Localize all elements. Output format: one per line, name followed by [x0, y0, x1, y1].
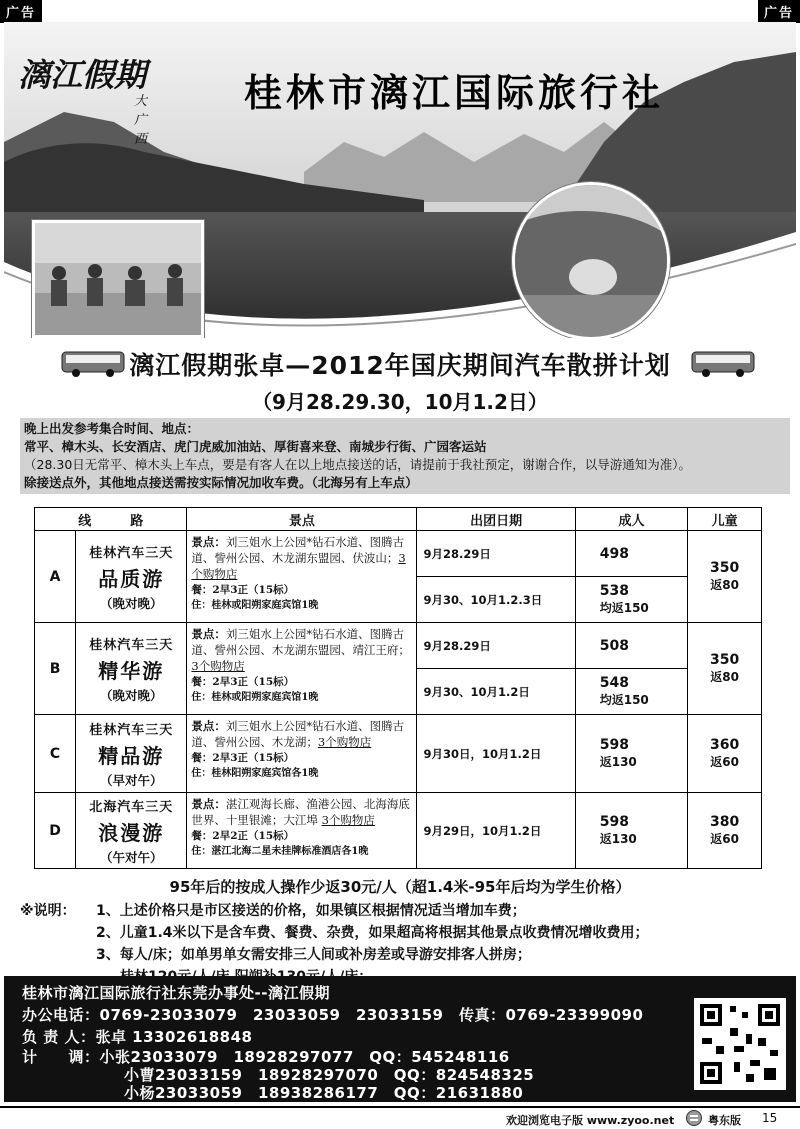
pickup-info-box [20, 418, 790, 494]
note-line: 1、上述价格只是市区接送的价格，如果镇区根据情况适当增加车费； [96, 903, 526, 919]
route-note: （午对午） [99, 849, 163, 865]
route-line-cell [76, 793, 187, 869]
route-code: B [35, 623, 76, 715]
ad-tag-right: 广告 [758, 0, 800, 23]
logo-main-text: 漓江假期 [18, 56, 147, 94]
routes-table [34, 507, 762, 869]
page-number: 15 [762, 1111, 778, 1125]
adult-price-cell [575, 793, 688, 869]
meal-text: 餐：2早3正（15标） [191, 676, 295, 688]
child-price-cell [688, 623, 762, 715]
spots-text: 刘三姐水上公园*钻石水道、图腾古道、訾州公园、木龙湖东盟园、靖江王府； [191, 627, 410, 657]
route-note: （早对午） [99, 772, 163, 788]
child-price: 350 [710, 652, 740, 668]
departure-date: 9月30日，10月1.2日 [417, 715, 575, 793]
meal-text: 餐：2早3正（15标） [191, 584, 295, 596]
stay-text: 住：桂林或阳朔家庭宾馆1晚 [191, 692, 319, 703]
adult-price: 598 [599, 737, 629, 753]
plan-headline: 漓江假期张卓—2012年国庆期间汽车散拼计划 [129, 351, 671, 380]
manager-contact: 负 责 人：张卓 13302618848 [22, 1028, 253, 1046]
dance-photo [32, 220, 204, 338]
adult-rebate: 均返150 [599, 601, 649, 615]
staff-contact: 计 调：小张23033079 18928297077 QQ：545248116 [22, 1048, 510, 1066]
adult-price-cell [575, 577, 688, 623]
meal-text: 餐：2早2正（15标） [191, 830, 295, 842]
shops-text: 3个购物店 [321, 813, 375, 827]
elephant-trunk-hill-photo [512, 182, 670, 338]
header-child: 儿童 [688, 508, 762, 531]
pickup-line: 常平、樟木头、长安酒店、虎门虎威加油站、厚街喜来登、南城步行街、广园客运站 [24, 439, 487, 454]
logo-sub-text: 大广西 [134, 94, 148, 147]
office-name: 桂林市漓江国际旅行社东莞办事处--漓江假期 [22, 984, 330, 1002]
header-spots: 景点 [187, 508, 417, 531]
table-row [35, 531, 762, 577]
student-price-note: 95年后的按成人操作少返30元/人（超1.4米-95年后均为学生价格） [169, 878, 631, 896]
page-footer [0, 1106, 800, 1128]
company-title: 桂林市漓江国际旅行社 [244, 71, 665, 115]
staff-contact: 小曹23033159 18928297070 QQ：824548325 [124, 1066, 535, 1084]
footer-site-text: 欢迎浏览电子版 www.zyoo.net [506, 1114, 675, 1127]
route-code: C [35, 715, 76, 793]
ad-tag-left: 广告 [0, 0, 42, 23]
departure-date: 9月29日，10月1.2日 [417, 793, 575, 869]
table-header-row [35, 508, 762, 531]
route-name: 精华游 [98, 658, 165, 683]
departure-date: 9月28.29日 [417, 531, 575, 577]
pickup-line: （28.30日无常平、樟木头上车点，要是有客人在以上地点接送的话，请提前于我社预定，谢谢合作，以导游通知为准）。 [24, 457, 692, 472]
spots-label: 景点： [191, 719, 226, 733]
child-price-cell [688, 793, 762, 869]
staff-contact: 小杨23033059 18938286177 QQ：21631880 [124, 1084, 524, 1102]
route-note: （晚对晚） [99, 595, 163, 611]
route-sub: 桂林汽车三天 [89, 637, 174, 653]
spots-text: 刘三姐水上公园*钻石水道、图腾古道、訾州公园、木龙湖； [191, 719, 405, 749]
route-line-cell [76, 623, 187, 715]
adult-price: 498 [575, 531, 688, 577]
logo-badge-icon [686, 1110, 702, 1126]
child-price: 350 [710, 560, 740, 576]
contact-panel [4, 976, 796, 1102]
header-adult: 成人 [575, 508, 688, 531]
footer-divider [0, 1106, 800, 1108]
notes-label: ※说明： [20, 903, 76, 919]
note-line: 2、儿童1.4米以下是含车费、餐费、杂费，如果超高将根据其他景点收费情况增收费用； [96, 925, 649, 941]
pickup-line: 除接送点外，其他地点接送需按实际情况加收车费。（北海另有上车点） [24, 475, 418, 490]
adult-price: 548 [599, 675, 629, 691]
stay-text: 住：桂林阳朔家庭宾馆各1晚 [191, 768, 319, 779]
route-line-cell [76, 531, 187, 623]
route-spots [187, 793, 417, 869]
child-price: 360 [710, 737, 740, 753]
adult-price: 538 [599, 583, 629, 599]
meal-text: 餐：2早3正（15标） [191, 752, 295, 764]
route-sub: 桂林汽车三天 [89, 545, 174, 561]
header-dates: 出团日期 [417, 508, 575, 531]
brand-logo [18, 50, 148, 147]
child-rebate: 返80 [710, 578, 739, 592]
stay-text: 住：湛江北海二星未挂牌标准酒店各1晚 [191, 846, 369, 857]
departure-date: 9月30、10月1.2.3日 [417, 577, 575, 623]
table-row [35, 623, 762, 669]
route-note: （晚对晚） [99, 687, 163, 703]
route-spots [187, 531, 417, 623]
adult-rebate: 返130 [599, 832, 637, 846]
plan-dates: （9月28.29.30，10月1.2日） [252, 390, 548, 414]
adult-rebate: 返130 [599, 755, 637, 769]
adult-price-cell [575, 715, 688, 793]
departure-date: 9月28.29日 [417, 623, 575, 669]
spots-text: 刘三姐水上公园*钻石水道、图腾古道、訾州公园、木龙湖东盟园、伏波山； [191, 535, 405, 565]
route-code: A [35, 531, 76, 623]
route-sub: 北海汽车三天 [89, 799, 174, 815]
qr-code-icon [694, 998, 786, 1090]
shops-text: 3个购物店 [191, 659, 245, 673]
spots-label: 景点： [191, 535, 226, 549]
child-rebate: 返60 [710, 755, 739, 769]
child-price: 380 [710, 814, 740, 830]
spots-label: 景点： [191, 797, 226, 811]
spots-label: 景点： [191, 627, 226, 641]
hero-banner [4, 22, 796, 338]
adult-price-cell [575, 669, 688, 715]
footer-edition: 粤东版 [708, 1114, 741, 1127]
pickup-line: 晚上出发参考集合时间、地点： [24, 421, 200, 436]
stay-text: 住：桂林或阳朔家庭宾馆1晚 [191, 600, 319, 611]
office-phone: 办公电话：0769-23033079 23033059 23033159 传真：0769-23399090 [22, 1006, 644, 1024]
route-spots [187, 715, 417, 793]
route-name: 精品游 [98, 743, 165, 768]
table-row [35, 793, 762, 869]
route-line-cell [76, 715, 187, 793]
header-route: 线 路 [35, 508, 187, 531]
adult-rebate: 均返150 [599, 693, 649, 707]
route-name: 浪漫游 [98, 820, 165, 845]
child-rebate: 返80 [710, 670, 739, 684]
table-row [35, 715, 762, 793]
shops-text: 3个购物店 [191, 551, 406, 581]
note-line: 3、每人/床；如单男单女需安排三人间或补房差或导游安排客人拼房； [96, 947, 531, 963]
spots-text: 湛江观海长廊、渔港公园、北海海底世界、十里银滩；大江埠 [191, 797, 410, 827]
shops-text: 3个购物店 [317, 735, 372, 749]
adult-price: 598 [599, 814, 629, 830]
child-price-cell [688, 531, 762, 623]
route-name: 品质游 [98, 566, 165, 591]
route-code: D [35, 793, 76, 869]
route-sub: 桂林汽车三天 [89, 722, 174, 738]
route-spots [187, 623, 417, 715]
child-price-cell [688, 715, 762, 793]
departure-date: 9月30、10月1.2日 [417, 669, 575, 715]
adult-price: 508 [575, 623, 688, 669]
child-rebate: 返60 [710, 832, 739, 846]
